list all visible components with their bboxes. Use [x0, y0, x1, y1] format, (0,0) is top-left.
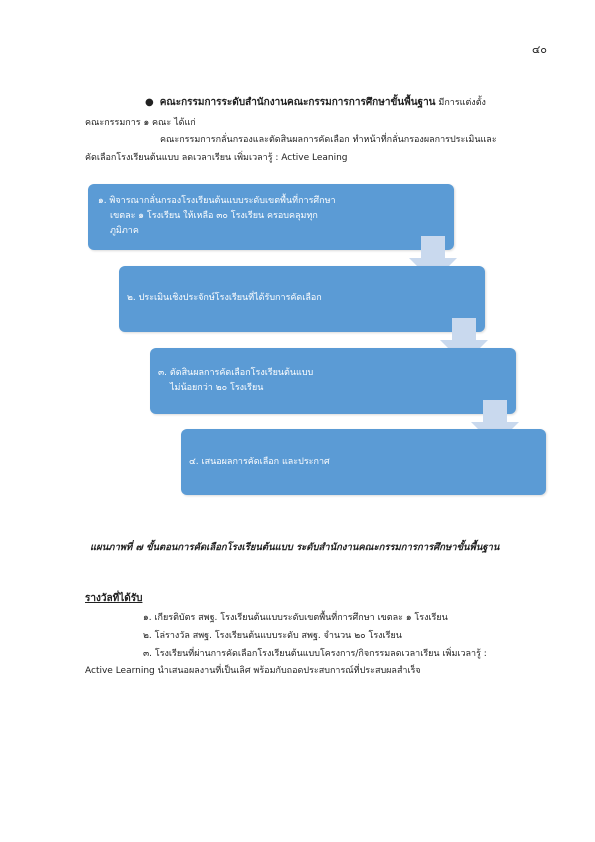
step-1-line-3: ภูมิภาค — [110, 226, 139, 236]
award-item-1: ๑. เกียรติบัตร สพฐ. โรงเรียนต้นแบบระดับเขตพื้นที่การศึกษา เขตละ ๑ โรงเรียน — [143, 613, 448, 623]
step-3-line-2: ไม่น้อยกว่า ๒๐ โรงเรียน — [170, 383, 264, 393]
intro-line-3: คณะกรรมการกลั่นกรองและตัดสินผลการคัดเลือก ทำหน้าที่กลั่นกรองผลการประเมินและ — [160, 135, 497, 145]
step-1-line-2: เขตละ ๑ โรงเรียน ให้เหลือ ๓๐ โรงเรียน ครอบคลุมทุก — [110, 211, 318, 221]
figure-caption: แผนภาพที่ ๗ ขั้นตอนการคัดเลือกโรงเรียนต้นแบบ ระดับสำนักงานคณะกรรมการการศึกษาขั้นพื้นฐาน — [90, 542, 500, 553]
step-3-box — [150, 348, 516, 414]
heading-bold: คณะกรรมการระดับสำนักงานคณะกรรมการการศึกษาขั้นพื้นฐาน — [159, 97, 436, 108]
step-2-box — [119, 266, 485, 332]
awards-title: รางวัลที่ได้รับ — [85, 593, 143, 604]
bullet: ● — [145, 97, 154, 108]
page-number: ๔๐ — [531, 43, 547, 56]
intro-line-4: คัดเลือกโรงเรียนต้นแบบ ลดเวลาเรียน เพิ่มเวลารู้ : Active Leaning — [85, 153, 348, 163]
award-item-3: ๓. โรงเรียนที่ผ่านการคัดเลือกโรงเรียนต้นแบบโครงการ/กิจกรรมลดเวลาเรียน เพิ่มเวลารู้ : — [143, 649, 487, 659]
award-item-3-continuation: Active Learning นำเสนอผลงานที่เป็นเลิศ พร้อมกับถอดประสบการณ์ที่ประสบผลสำเร็จ — [85, 666, 421, 676]
award-item-2: ๒. โล่รางวัล สพฐ. โรงเรียนต้นแบบระดับ สพฐ. จำนวน ๒๐ โรงเรียน — [143, 631, 402, 641]
intro-line-2: คณะกรรมการ ๑ คณะ ได้แก่ — [85, 118, 196, 128]
step-1-line-1: ๑. พิจารณากลั่นกรองโรงเรียนต้นแบบระดับเขตพื้นที่การศึกษา — [98, 196, 336, 206]
heading-rest: มีการแต่งตั้ง — [438, 98, 486, 108]
step-2-line-1: ๒. ประเมินเชิงประจักษ์โรงเรียนที่ได้รับการคัดเลือก — [127, 293, 322, 303]
step-1-box — [88, 184, 454, 250]
step-3-line-1: ๓. ตัดสินผลการคัดเลือกโรงเรียนต้นแบบ — [158, 368, 314, 378]
step-4-box — [181, 429, 546, 495]
step-4-line-1: ๔. เสนอผลการคัดเลือก และประกาศ — [189, 457, 330, 467]
section-heading — [145, 96, 486, 110]
